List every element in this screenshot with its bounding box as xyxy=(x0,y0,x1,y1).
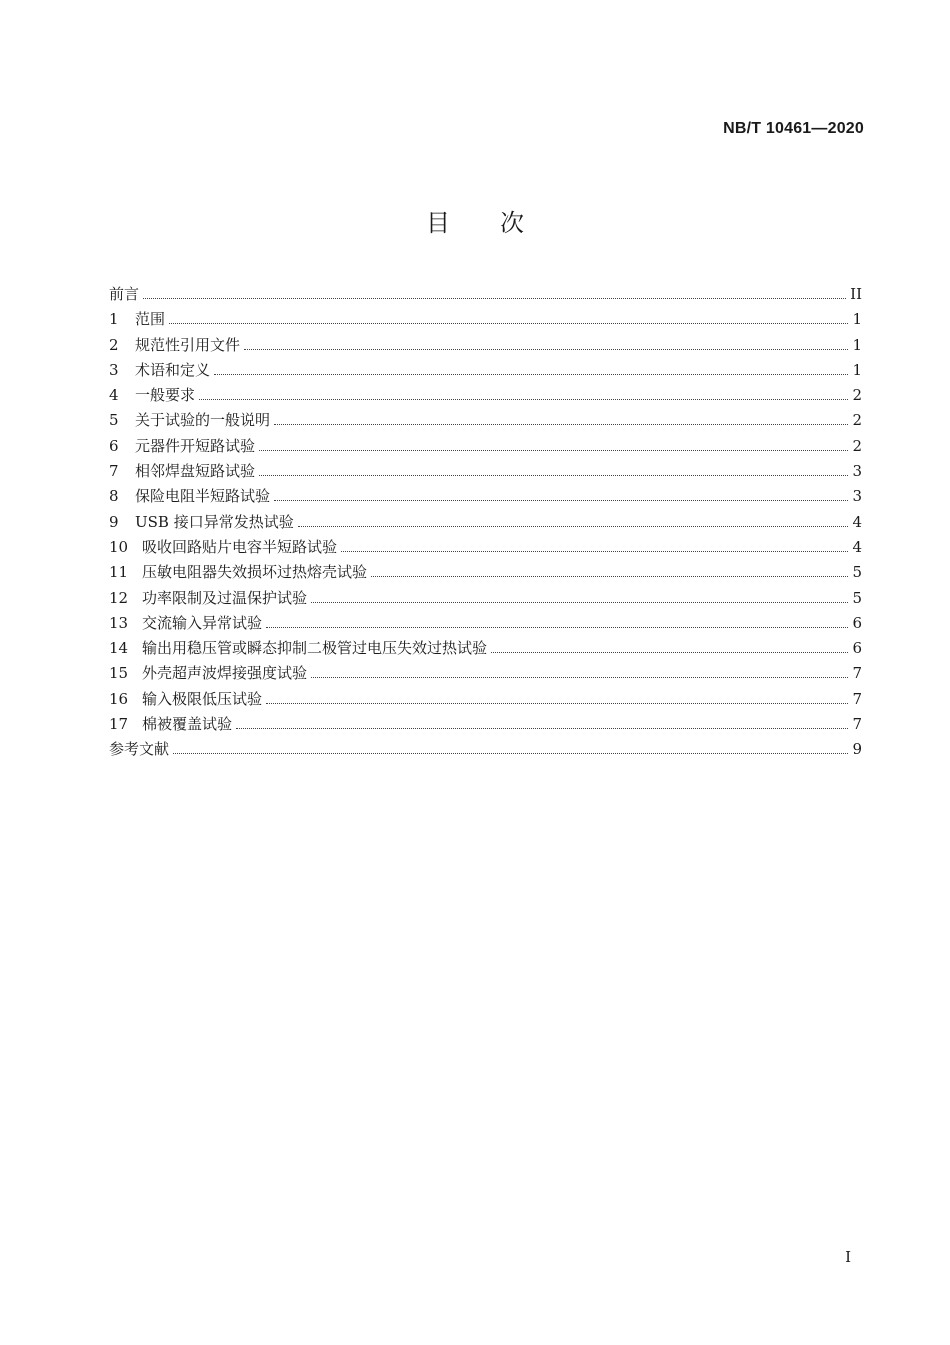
toc-entry-page: 2 xyxy=(852,386,862,405)
toc-entry-title: 交流输入异常试验 xyxy=(142,613,263,632)
toc-leader-dots xyxy=(266,703,848,704)
toc-entry-title: 一般要求 xyxy=(135,386,196,405)
toc-entry-5[interactable] xyxy=(109,408,862,433)
toc-entry-references[interactable] xyxy=(109,737,862,762)
toc-entry-number: 7 xyxy=(109,462,119,481)
toc-entry-title: 前言 xyxy=(109,285,140,303)
toc-entry-17[interactable] xyxy=(109,712,862,737)
toc-entry-title: 参考文献 xyxy=(109,740,170,759)
toc-leader-dots xyxy=(274,500,848,501)
toc-entry-page: 7 xyxy=(852,664,862,683)
toc-entry-title: 元器件开短路试验 xyxy=(135,436,256,455)
toc-entry-page: 3 xyxy=(852,487,862,506)
toc-leader-dots xyxy=(274,424,848,425)
toc-entry-number: 13 xyxy=(109,613,129,632)
toc-entry-page: 7 xyxy=(852,689,862,708)
toc-entry-title: 输入极限低压试验 xyxy=(142,689,263,708)
toc-entry-title: 相邻焊盘短路试验 xyxy=(135,462,256,481)
toc-entry-number: 1 xyxy=(109,310,119,329)
toc-entry-title: 棉被覆盖试验 xyxy=(142,715,233,734)
toc-entry-page: 6 xyxy=(852,613,862,632)
toc-entry-13[interactable] xyxy=(109,611,862,636)
toc-entry-page: 1 xyxy=(852,310,862,329)
toc-leader-dots xyxy=(341,551,848,552)
toc-entry-number: 12 xyxy=(109,588,129,607)
toc-entry-number: 14 xyxy=(109,639,129,658)
toc-entry-page: 4 xyxy=(852,512,862,531)
toc-entry-15[interactable] xyxy=(109,661,862,686)
toc-entry-page: 7 xyxy=(852,715,862,734)
toc-leader-dots xyxy=(214,374,848,375)
toc-entry-14[interactable] xyxy=(109,636,862,661)
toc-entry-page: 5 xyxy=(852,563,862,582)
toc-leader-dots xyxy=(311,677,848,678)
toc-leader-dots xyxy=(311,602,848,603)
toc-entry-page: 1 xyxy=(852,335,862,354)
toc-entry-foreword[interactable] xyxy=(109,282,862,307)
toc-entry-1[interactable] xyxy=(109,307,862,332)
toc-entry-10[interactable] xyxy=(109,535,862,560)
toc-leader-dots xyxy=(266,627,848,628)
toc-entry-page: II xyxy=(850,285,862,303)
toc-entry-title: 范围 xyxy=(135,310,166,329)
toc-entry-title: 规范性引用文件 xyxy=(135,335,241,354)
toc-entry-3[interactable] xyxy=(109,358,862,383)
toc-entry-title: 术语和定义 xyxy=(135,360,211,379)
toc-entry-number: 2 xyxy=(109,335,119,354)
toc-entry-title: 输出用稳压管或瞬态抑制二极管过电压失效过热试验 xyxy=(142,639,488,658)
toc-entry-number: 4 xyxy=(109,386,119,405)
toc-entry-16[interactable] xyxy=(109,687,862,712)
standard-code: NB/T 10461—2020 xyxy=(723,120,864,137)
toc-leader-dots xyxy=(298,526,849,527)
toc-entry-number: 17 xyxy=(109,715,129,734)
toc-entry-page: 2 xyxy=(852,411,862,430)
toc-leader-dots xyxy=(236,728,848,729)
toc-entry-page: 5 xyxy=(852,588,862,607)
toc-entry-title: USB 接口异常发热试验 xyxy=(135,512,294,531)
toc-leader-dots xyxy=(491,652,848,653)
toc-entry-page: 1 xyxy=(852,360,862,379)
toc-entry-7[interactable] xyxy=(109,459,862,484)
toc-entry-12[interactable] xyxy=(109,586,862,611)
toc-entry-page: 3 xyxy=(852,462,862,481)
toc-entry-9[interactable] xyxy=(109,510,862,535)
toc-leader-dots xyxy=(371,576,848,577)
toc-entry-title: 压敏电阻器失效损坏过热熔壳试验 xyxy=(142,563,368,582)
toc-entry-title: 吸收回路贴片电容半短路试验 xyxy=(142,537,338,556)
toc-leader-dots xyxy=(173,753,848,754)
toc-entry-page: 2 xyxy=(852,436,862,455)
toc-leader-dots xyxy=(259,475,848,476)
toc-entry-page: 6 xyxy=(852,639,862,658)
toc-leader-dots xyxy=(244,349,848,350)
toc-entry-4[interactable] xyxy=(109,383,862,408)
toc-entry-number: 3 xyxy=(109,360,119,379)
toc-entry-number: 11 xyxy=(109,563,129,582)
toc-leader-dots xyxy=(143,298,846,299)
toc-entry-number: 10 xyxy=(109,537,129,556)
toc-entry-number: 15 xyxy=(109,664,129,683)
toc-entry-2[interactable] xyxy=(109,333,862,358)
toc-entry-title: 关于试验的一般说明 xyxy=(135,411,271,430)
toc-entry-title: 功率限制及过温保护试验 xyxy=(142,588,308,607)
toc-entry-title: 保险电阻半短路试验 xyxy=(135,487,271,506)
toc-entry-number: 6 xyxy=(109,436,119,455)
toc-entry-page: 9 xyxy=(852,740,862,759)
toc-entry-number: 8 xyxy=(109,487,119,506)
toc-leader-dots xyxy=(169,323,848,324)
table-of-contents xyxy=(109,282,862,763)
page-number: I xyxy=(845,1248,851,1266)
toc-entry-number: 9 xyxy=(109,512,119,531)
page-title: 目次 xyxy=(426,209,574,237)
toc-entry-page: 4 xyxy=(852,537,862,556)
toc-entry-number: 16 xyxy=(109,689,129,708)
toc-entry-6[interactable] xyxy=(109,434,862,459)
toc-entry-11[interactable] xyxy=(109,560,862,585)
toc-entry-title: 外壳超声波焊接强度试验 xyxy=(142,664,308,683)
toc-entry-8[interactable] xyxy=(109,484,862,509)
toc-leader-dots xyxy=(199,399,848,400)
toc-leader-dots xyxy=(259,450,848,451)
toc-entry-number: 5 xyxy=(109,411,119,430)
